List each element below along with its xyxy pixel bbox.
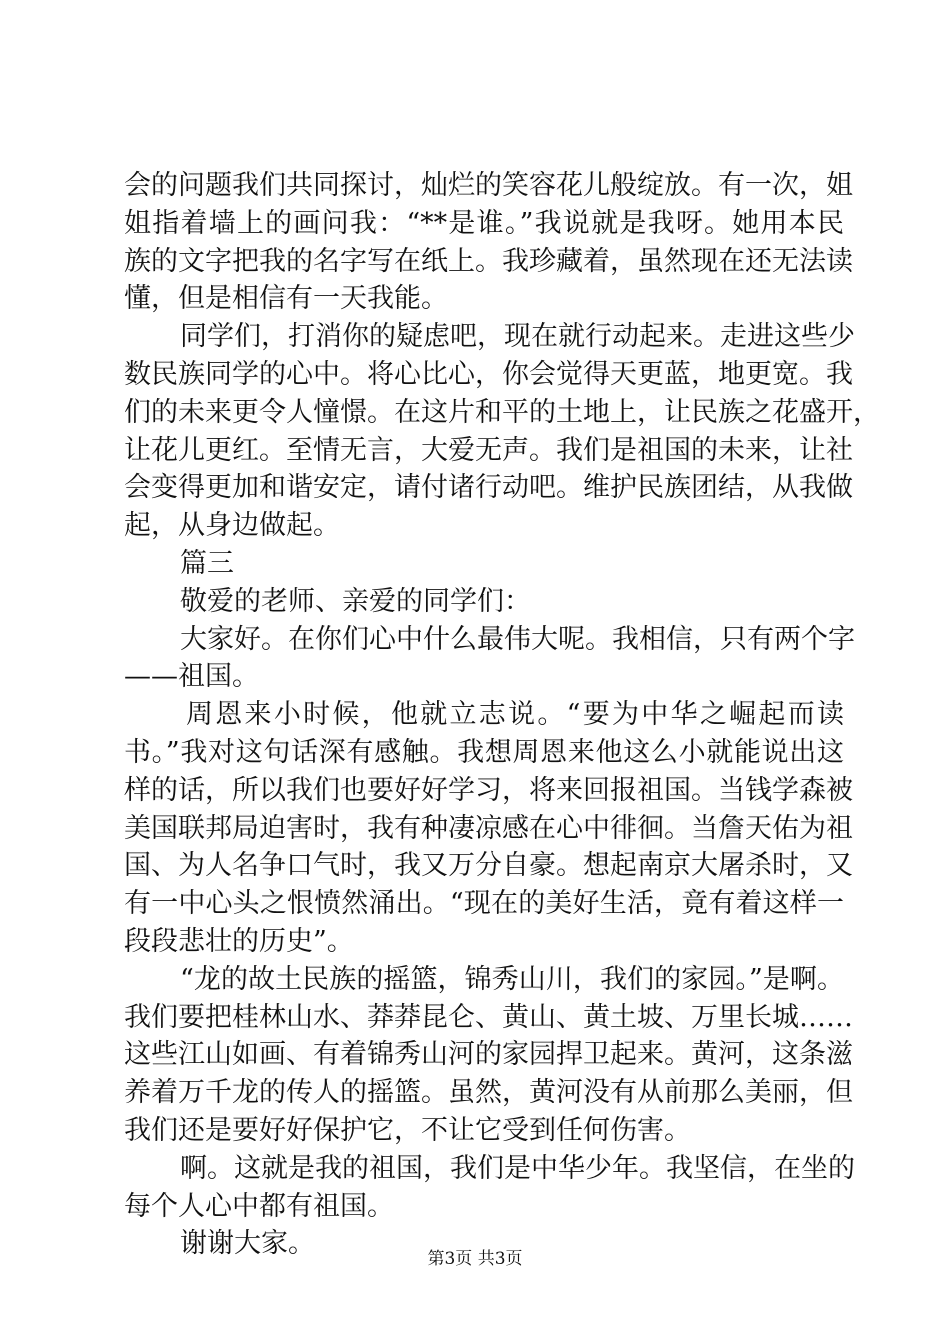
text-line: 懂，但是相信有一天我能。	[124, 283, 448, 315]
text-line: 我们还是要好好保护它，不让它受到任何伤害。	[124, 1114, 691, 1146]
text-line: 起，从身边做起。	[124, 510, 340, 542]
text-line: 数民族同学的心中。将心比心，你会觉得天更蓝，地更宽。我	[124, 358, 853, 390]
text-line: 周恩来小时候，他就立志说。“要为中华之崛起而读	[186, 699, 844, 731]
document-body	[124, 167, 880, 1263]
text-line: 啊。这就是我的祖国，我们是中华少年。我坚信，在坐的	[180, 1152, 855, 1184]
text-line: 族的文字把我的名字写在纸上。我珍藏着，虽然现在还无法读	[124, 245, 853, 277]
text-line: 会的问题我们共同探讨，灿烂的笑容花儿般绽放。有一次，姐	[124, 170, 853, 201]
text-line: 谢谢大家。	[180, 1228, 315, 1260]
text-line: 段段悲壮的历史”。	[124, 925, 354, 957]
text-line: 篇三	[180, 547, 234, 579]
text-line: 姐指着墙上的画问我：“**是谁。”我说就是我呀。她用本民	[124, 207, 844, 239]
text-line: 美国联邦局迫害时，我有种凄凉感在心中徘徊。当詹天佑为祖	[124, 812, 853, 844]
text-line: 每个人心中都有祖国。	[124, 1190, 394, 1222]
page-footer: 第3页 共3页	[427, 1249, 523, 1269]
text-line: 同学们，打消你的疑虑吧，现在就行动起来。走进这些少	[180, 321, 855, 353]
text-line: 书。”我对这句话深有感触。我想周恩来他这么小就能说出这	[124, 736, 844, 768]
text-line: 国、为人名争口气时，我又万分自豪。想起南京大屠杀时，又	[124, 850, 853, 882]
text-line: “龙的故土民族的摇篮，锦秀山川，我们的家园。”是啊。	[180, 963, 844, 995]
text-line: 敬爱的老师、亲爱的同学们：	[180, 585, 531, 617]
text-line: 养着万千龙的传人的摇篮。虽然，黄河没有从前那么美丽，但	[124, 1077, 853, 1109]
text-line: 我们要把桂林山水、莽莽昆仑、黄山、黄土坡、万里长城……	[124, 1001, 853, 1033]
text-line: 样的话，所以我们也要好好学习，将来回报祖国。当钱学森被	[124, 774, 853, 806]
text-line: ——祖国。	[124, 661, 259, 693]
text-line: 们的未来更令人憧憬。在这片和平的土地上，让民族之花盛开，	[124, 396, 880, 428]
text-line: 让花儿更红。至情无言，大爱无声。我们是祖国的未来，让社	[124, 434, 853, 466]
text-line: 大家好。在你们心中什么最伟大呢。我相信，只有两个字	[180, 623, 855, 655]
text-line: 会变得更加和谐安定，请付诸行动吧。维护民族团结，从我做	[124, 472, 853, 504]
text-line: 这些江山如画、有着锦秀山河的家园捍卫起来。黄河，这条滋	[124, 1039, 853, 1071]
text-line: 有一中心头之恨愤然涌出。“现在的美好生活，竟有着这样一	[124, 888, 844, 920]
